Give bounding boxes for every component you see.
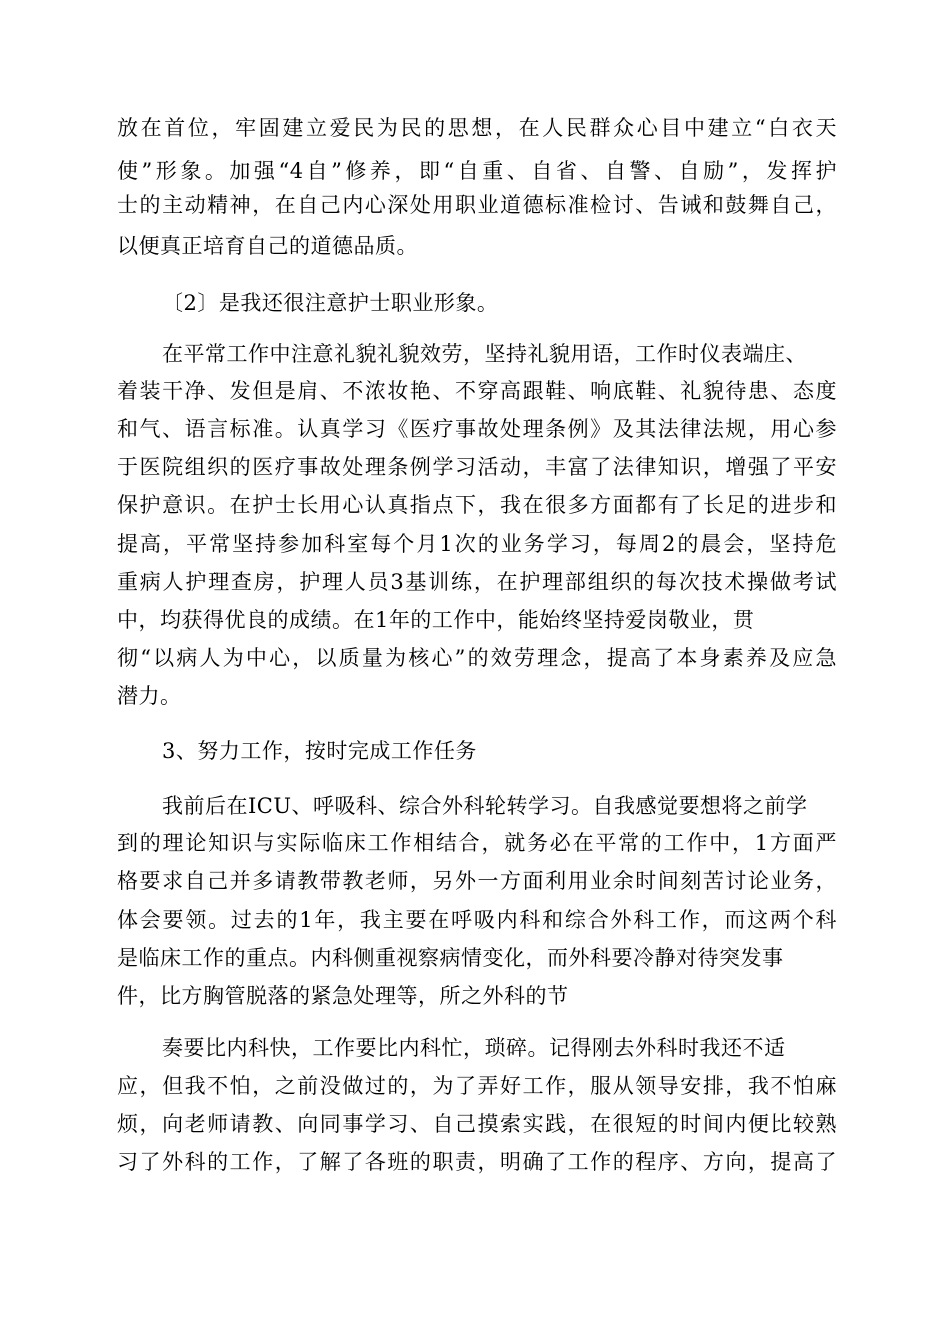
section-heading: 3、努力工作，按时完成工作任务 xyxy=(162,739,477,763)
text-line: 着装干净、发但是肩、不浓妆艳、不穿高跟鞋、响底鞋、礼貌待患、态度 xyxy=(117,379,837,403)
text-line: 应，但我不怕，之前没做过的，为了弄好工作，服从领导安排，我不怕麻 xyxy=(117,1074,837,1098)
text-line: 保护意识。在护士长用心认真指点下，我在很多方面都有了长足的进步和 xyxy=(117,493,837,517)
text-line: 于医院组织的医疗事故处理条例学习活动，丰富了法律知识，增强了平安 xyxy=(117,455,837,479)
text-line: 在平常工作中注意礼貌礼貌效劳，坚持礼貌用语，工作时仪表端庄、 xyxy=(162,342,807,366)
text-line: 潜力。 xyxy=(117,684,182,708)
text-line: 烦，向老师请教、向同事学习、自己摸索实践，在很短的时间内便比较熟 xyxy=(117,1112,837,1136)
text-line: 我前后在ICU、呼吸科、综合外科轮转学习。自我感觉要想将之前学 xyxy=(162,794,808,818)
text-line: 使”形象。加强“4自”修养，即“自重、自省、自警、自励”，发挥护 xyxy=(117,159,837,183)
text-line: 彻“以病人为中心，以质量为核心”的效劳理念，提高了本身素养及应急 xyxy=(117,646,837,670)
text-line: 到的理论知识与实际临床工作相结合，就务必在平常的工作中，1方面严 xyxy=(117,831,837,855)
text-line: 提高，平常坚持参加科室每个月1次的业务学习，每周2的晨会，坚持危 xyxy=(117,532,837,556)
text-line: 件，比方胸管脱落的紧急处理等，所之外科的节 xyxy=(117,984,569,1008)
text-line: 是临床工作的重点。内科侧重视察病情变化，而外科要冷静对待突发事 xyxy=(117,946,784,970)
text-line: 体会要领。过去的1年，我主要在呼吸内科和综合外科工作，而这两个科 xyxy=(117,908,837,932)
text-line: 放在首位，牢固建立爱民为民的思想，在人民群众心目中建立“白衣天 xyxy=(117,116,837,140)
text-line: 奏要比内科快，工作要比内科忙，琐碎。记得刚去外科时我还不适 xyxy=(162,1036,786,1060)
text-line: 中，均获得优良的成绩。在1年的工作中，能始终坚持爱岗敬业，贯 xyxy=(117,608,755,632)
text-line: 士的主动精神，在自己内心深处用职业道德标准检讨、告诫和鼓舞自己， xyxy=(117,193,837,217)
section-heading: 〔2〕是我还很注意护士职业形象。 xyxy=(162,291,499,315)
text-line: 格要求自己并多请教带教老师，另外一方面利用业余时间刻苦讨论业务， xyxy=(117,869,837,893)
text-line: 习了外科的工作，了解了各班的职责，明确了工作的程序、方向，提高了 xyxy=(117,1150,837,1174)
text-line: 以便真正培育自己的道德品质。 xyxy=(117,234,418,258)
text-line: 重病人护理查房，护理人员3基训练，在护理部组织的每次技术操做考试 xyxy=(117,570,837,594)
text-line: 和气、语言标准。认真学习《医疗事故处理条例》及其法律法规，用心参 xyxy=(117,417,837,441)
